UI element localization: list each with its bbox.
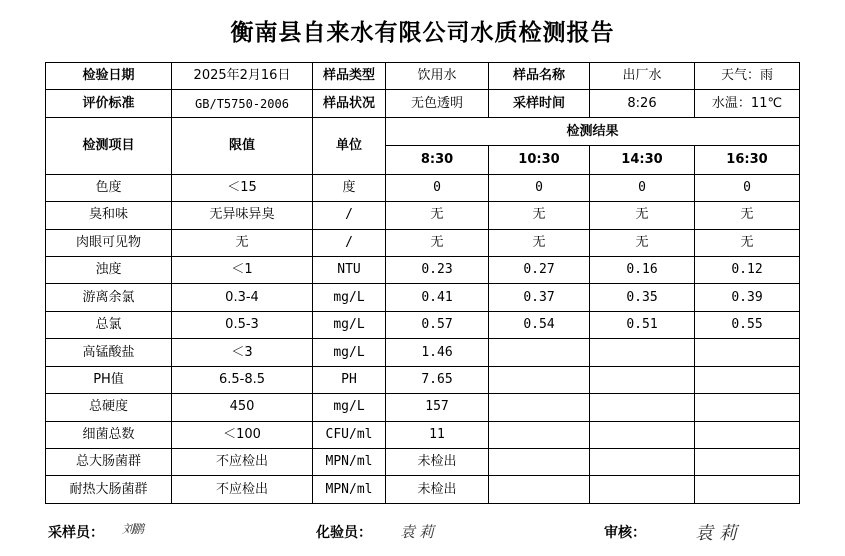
inspection-date-value: 2025年2月16日 [172, 63, 313, 90]
report-title: 衡南县自来水有限公司水质检测报告 [230, 20, 615, 46]
result-cell [695, 421, 800, 448]
result-cell: 无 [590, 202, 695, 229]
unit-cell: MPN/ml [313, 476, 386, 504]
result-cell [489, 366, 590, 393]
reviewer-signature: 袁莉 [695, 523, 743, 544]
result-cell: 0 [386, 174, 489, 201]
item-cell: 耐热大肠菌群 [46, 476, 172, 504]
result-cell: 0 [695, 174, 800, 201]
time-header: 10:30 [489, 146, 590, 174]
data-rows [46, 174, 800, 503]
result-cell [489, 421, 590, 448]
info-row-2 [46, 90, 800, 117]
unit-cell: NTU [313, 257, 386, 284]
sampler-signature: 刘鹏 [122, 522, 143, 536]
sample-type-value: 饮用水 [386, 63, 489, 90]
tester-label: 化验员： [316, 525, 372, 541]
item-header: 检测项目 [46, 117, 172, 174]
unit-cell: / [313, 229, 386, 256]
result-cell: 0.27 [489, 257, 590, 284]
result-cell: 0.37 [489, 284, 590, 311]
result-cell: 0.39 [695, 284, 800, 311]
limit-cell: 0.3-4 [172, 284, 313, 311]
sample-name-label: 样品名称 [489, 63, 590, 90]
result-cell: 0.55 [695, 311, 800, 338]
unit-cell: mg/L [313, 394, 386, 421]
sample-name-value: 出厂水 [590, 63, 695, 90]
result-cell: 无 [386, 202, 489, 229]
result-cell [590, 448, 695, 475]
result-cell: 无 [590, 229, 695, 256]
table-row [46, 174, 800, 201]
result-cell [695, 448, 800, 475]
result-cell: 未检出 [386, 448, 489, 475]
result-cell [590, 394, 695, 421]
result-cell [489, 394, 590, 421]
result-cell: 0.51 [590, 311, 695, 338]
limit-cell: ＜15 [172, 174, 313, 201]
result-cell [590, 476, 695, 504]
table-row [46, 229, 800, 256]
results-header: 检测结果 [386, 117, 800, 145]
result-cell: 无 [386, 229, 489, 256]
result-cell: 0.35 [590, 284, 695, 311]
item-cell: 臭和味 [46, 202, 172, 229]
limit-cell: 无 [172, 229, 313, 256]
result-cell: 0.16 [590, 257, 695, 284]
result-cell [695, 476, 800, 504]
result-cell: 7.65 [386, 366, 489, 393]
unit-cell: mg/L [313, 284, 386, 311]
unit-header: 单位 [313, 117, 386, 174]
unit-cell: mg/L [313, 339, 386, 366]
sampler-label: 采样员： [48, 525, 104, 541]
item-cell: 高锰酸盐 [46, 339, 172, 366]
header-row-1 [46, 117, 800, 145]
result-cell: 0.57 [386, 311, 489, 338]
result-cell: 未检出 [386, 476, 489, 504]
result-cell [695, 366, 800, 393]
result-cell: 无 [489, 202, 590, 229]
sample-type-label: 样品类型 [313, 63, 386, 90]
table-row [46, 421, 800, 448]
limit-cell: 450 [172, 394, 313, 421]
result-cell: 157 [386, 394, 489, 421]
table-row [46, 257, 800, 284]
result-cell [695, 339, 800, 366]
result-cell: 无 [489, 229, 590, 256]
time-header: 8:30 [386, 146, 489, 174]
sampling-time-value: 8:26 [590, 90, 695, 117]
item-cell: 总硬度 [46, 394, 172, 421]
info-row-1 [46, 63, 800, 90]
table-row [46, 284, 800, 311]
table-row [46, 339, 800, 366]
result-cell: 0 [489, 174, 590, 201]
weather-cell: 天气：雨 [695, 63, 800, 90]
item-cell: 色度 [46, 174, 172, 201]
result-cell: 无 [695, 202, 800, 229]
result-cell [489, 339, 590, 366]
table-row [46, 394, 800, 421]
table-row [46, 311, 800, 338]
item-cell: 总大肠菌群 [46, 448, 172, 475]
result-cell: 0.12 [695, 257, 800, 284]
table-row [46, 476, 800, 504]
limit-header: 限值 [172, 117, 313, 174]
result-cell [489, 476, 590, 504]
tester-signature: 袁莉 [400, 523, 439, 541]
limit-cell: 不应检出 [172, 476, 313, 504]
sample-state-value: 无色透明 [386, 90, 489, 117]
table-row [46, 448, 800, 475]
unit-cell: mg/L [313, 311, 386, 338]
item-cell: 肉眼可见物 [46, 229, 172, 256]
item-cell: 总氯 [46, 311, 172, 338]
item-cell: 浊度 [46, 257, 172, 284]
time-header: 14:30 [590, 146, 695, 174]
limit-cell: 不应检出 [172, 448, 313, 475]
unit-cell: MPN/ml [313, 448, 386, 475]
item-cell: 游离余氯 [46, 284, 172, 311]
unit-cell: CFU/ml [313, 421, 386, 448]
result-cell [590, 366, 695, 393]
result-cell: 0.23 [386, 257, 489, 284]
unit-cell: / [313, 202, 386, 229]
sampling-time-label: 采样时间 [489, 90, 590, 117]
result-cell [695, 394, 800, 421]
inspection-date-label: 检验日期 [46, 63, 172, 90]
result-cell: 无 [695, 229, 800, 256]
item-cell: 细菌总数 [46, 421, 172, 448]
water-temp-cell: 水温：11℃ [695, 90, 800, 117]
time-header: 16:30 [695, 146, 800, 174]
result-cell [590, 339, 695, 366]
standard-value: GB/T5750-2006 [172, 90, 313, 117]
result-cell [489, 448, 590, 475]
standard-label: 评价标准 [46, 90, 172, 117]
result-cell: 1.46 [386, 339, 489, 366]
limit-cell: ＜3 [172, 339, 313, 366]
limit-cell: 无异味异臭 [172, 202, 313, 229]
result-cell: 11 [386, 421, 489, 448]
water-quality-table [45, 62, 800, 504]
result-cell: 0 [590, 174, 695, 201]
limit-cell: ＜100 [172, 421, 313, 448]
table-row [46, 366, 800, 393]
result-cell [590, 421, 695, 448]
item-cell: PH值 [46, 366, 172, 393]
result-cell: 0.41 [386, 284, 489, 311]
reviewer-label: 审核： [604, 525, 646, 541]
result-cell: 0.54 [489, 311, 590, 338]
limit-cell: 6.5-8.5 [172, 366, 313, 393]
sample-state-label: 样品状况 [313, 90, 386, 117]
unit-cell: PH [313, 366, 386, 393]
limit-cell: 0.5-3 [172, 311, 313, 338]
table-row [46, 202, 800, 229]
unit-cell: 度 [313, 174, 386, 201]
limit-cell: ＜1 [172, 257, 313, 284]
